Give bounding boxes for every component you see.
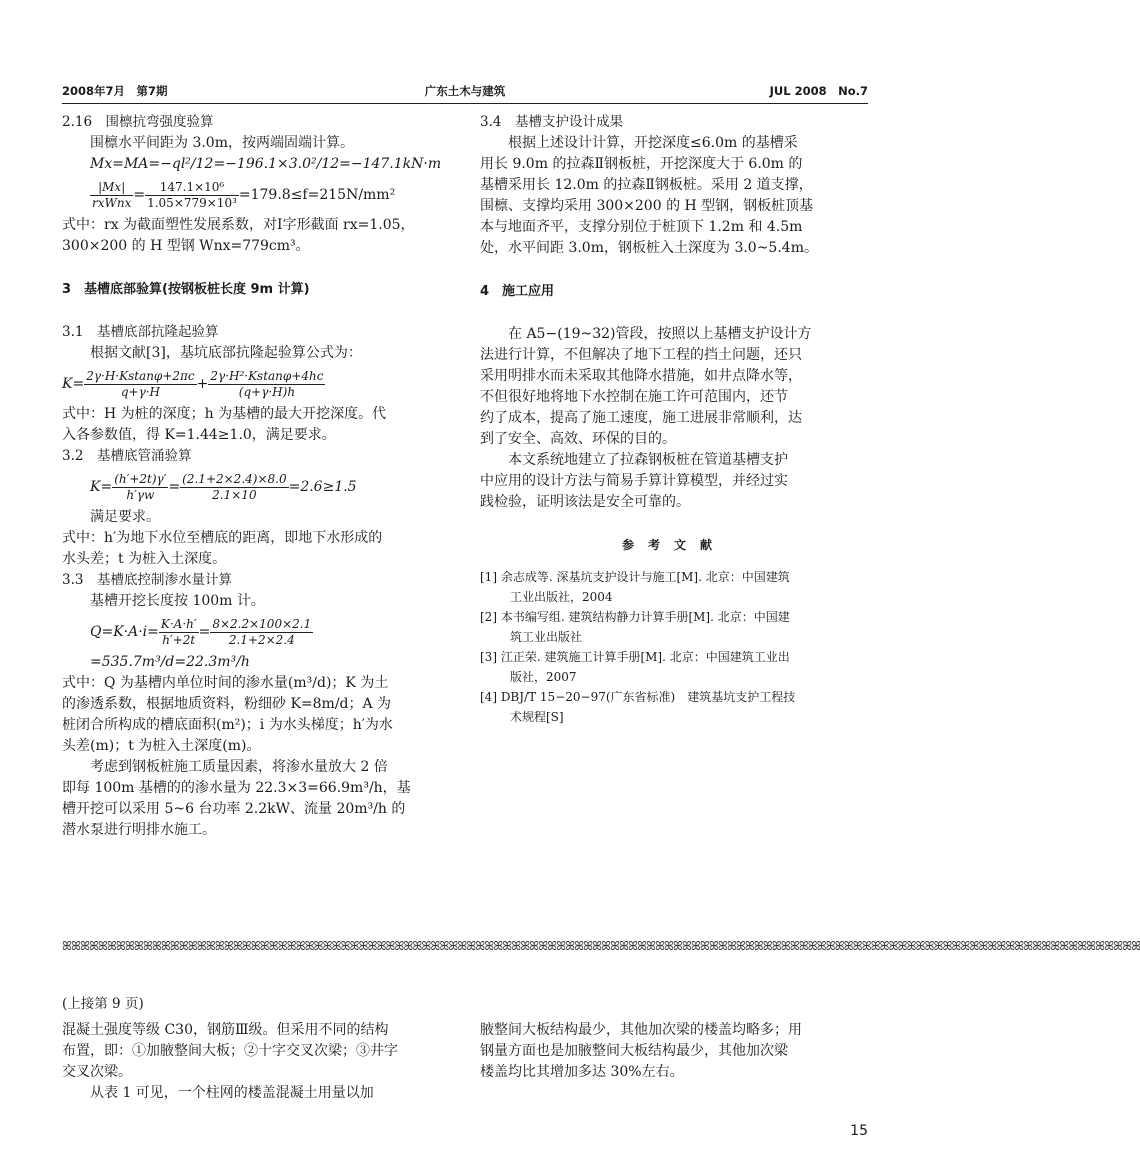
- equation: K= $\frac{(h'+2t)\gamma'}{h'\gamma w}$ = $\frac{(2.1+2\times 2.4)\times 8.0}{2.1\times 10}$ =2.6≥1.5: [90, 471, 357, 502]
- paragraph: 从表 1 可见，一个柱网的楼盖混凝土用量以加: [90, 1085, 374, 1101]
- fraction: $\frac{2\gamma\cdot H\cdot Kstan\varphi+2\pi c}{q+\gamma\cdot H}$: [86, 368, 195, 399]
- section-2-16-title: 2.16 围檩抗弯强度验算: [62, 114, 214, 130]
- note: 桩闭合所构成的槽底面积(m²)；i 为水头梯度；h′为水: [62, 717, 393, 733]
- paragraph: 采用明排水而未采取其他降水措施，如井点降水等，: [480, 368, 802, 384]
- reference-item: 版社，2007: [510, 670, 577, 684]
- section-3-title: 3 基槽底部验算(按钢板桩长度 9m 计算): [62, 282, 310, 297]
- paragraph: 践检验，证明该法是安全可靠的。: [480, 494, 690, 510]
- decorative-divider: ꕤꕤꕤꕤꕤꕤꕤꕤꕤꕤꕤꕤꕤꕤꕤꕤꕤꕤꕤꕤꕤꕤꕤꕤꕤꕤꕤꕤꕤꕤꕤꕤꕤꕤꕤꕤꕤꕤꕤꕤꕤꕤꕤꕤꕤꕤꕤꕤꕤꕤꕤꕤꕤꕤꕤꕤꕤꕤꕤꕤꕤꕤꕤꕤꕤꕤꕤꕤꕤꕤꕤꕤꕤꕤꕤꕤꕤꕤꕤꕤꕤꕤꕤꕤꕤꕤꕤꕤꕤꕤꕤꕤꕤꕤꕤꕤꕤꕤꕤꕤꕤꕤꕤꕤꕤꕤꕤꕤꕤꕤꕤꕤꕤꕤꕤꕤꕤꕤꕤꕤ: [62, 939, 1140, 953]
- section-4-title: 4 施工应用: [480, 284, 555, 299]
- note: 入各参数值，得 K=1.44≥1.0，满足要求。: [62, 427, 336, 443]
- reference-item: [3] 江正荣. 建筑施工计算手册[M]. 北京：中国建筑工业出: [480, 650, 790, 664]
- paragraph: 围檩水平间距为 3.0m，按两端固端计算。: [90, 135, 354, 151]
- continuation-right: [480, 1020, 868, 1083]
- paragraph: 根据上述设计计算，开挖深度≤6.0m 的基槽采: [508, 135, 798, 151]
- reference-item: 术规程[S]: [510, 710, 564, 724]
- paragraph: 在 A5−(19~32)管段，按照以上基槽支护设计方: [508, 326, 812, 342]
- equation: Q=K·A·i= $\frac{K\cdot A\cdot h'}{h'+2t}$ = $\frac{8\times 2.2\times 100\times 2.1}{2.1+2\times 2.4}$: [90, 616, 312, 647]
- paragraph: 到了安全、高效、环保的目的。: [480, 431, 676, 447]
- paragraph: 槽开挖可以采用 5~6 台功率 2.2kW、流量 20m³/h 的: [62, 801, 406, 817]
- left-column: [62, 112, 450, 841]
- note: 式中：Q 为基槽内单位时间的渗水量(m³/d)；K 为土: [62, 675, 389, 691]
- equation: =535.7m³/d=22.3m³/h: [90, 654, 250, 670]
- paragraph: 钢量方面也是加腋整间大板结构最少，其他加次梁: [480, 1043, 788, 1059]
- paragraph: 中应用的设计方法与简易手算计算模型，并经过实: [480, 473, 788, 489]
- equation: $\frac{|Mx|}{\text{rxWnx}}$ = $\frac{\text{147.1×10⁶}}{\text{1.05×779×10³}}$ =179.8≤f=215N/mm²: [92, 179, 396, 210]
- paragraph: 本文系统地建立了拉森钢板桩在管道基槽支护: [508, 452, 788, 468]
- paragraph: 楼盖均比其增加多达 30%左右。: [480, 1064, 684, 1080]
- fraction: $\frac{\text{2γ·H²·Kstanφ+4hc}}{(q+\gamma\cdot H)h}$: [210, 368, 324, 399]
- running-header: [62, 83, 868, 104]
- paragraph: 混凝土强度等级 C30，钢筋Ⅲ级。但采用不同的结构: [62, 1022, 389, 1038]
- fraction: $\frac{|Mx|}{\text{rxWnx}}$: [92, 179, 132, 210]
- references-title: 参考文献: [621, 538, 726, 552]
- paragraph: 基槽采用长 12.0m 的拉森Ⅱ钢板桩。采用 2 道支撑，: [480, 177, 813, 193]
- fraction: $\frac{(2.1+2\times 2.4)\times 8.0}{2.1\times 10}$: [182, 471, 287, 502]
- paragraph: 潜水泵进行明排水施工。: [62, 822, 216, 838]
- page-number: 15: [850, 1123, 868, 1139]
- equation: Mx=MA=−ql²/12=−196.1×3.0²/12=−147.1kN·m: [90, 156, 442, 172]
- paragraph: 交叉次梁。: [62, 1064, 132, 1080]
- fraction: $\frac{\text{147.1×10⁶}}{\text{1.05×779×10³}}$: [147, 179, 237, 210]
- note: 头差(m)；t 为桩入土深度(m)。: [62, 738, 261, 754]
- note: 的渗透系数，根据地质资料，粉细砂 K=8m/d；A 为: [62, 696, 392, 712]
- paragraph: 法进行计算，不但解决了地下工程的挡土问题，还只: [480, 347, 802, 363]
- reference-item: 筑工业出版社: [510, 630, 583, 644]
- note: 式中：H 为桩的深度；h 为基槽的最大开挖深度。代: [62, 406, 387, 422]
- note: 300×200 的 H 型钢 Wnx=779cm³。: [62, 238, 310, 254]
- paragraph: 处，水平间距 3.0m，钢板桩入土深度为 3.0~5.4m。: [480, 240, 818, 256]
- note: 水头差；t 为桩入土深度。: [62, 551, 227, 567]
- note: 式中：rx 为截面塑性发展系数，对I字形截面 rx=1.05，: [62, 217, 415, 233]
- fraction: $\frac{K\cdot A\cdot h'}{h'+2t}$: [160, 616, 197, 647]
- header-journal: 广东土木与建筑: [424, 84, 506, 98]
- fraction: $\frac{(h'+2t)\gamma'}{h'\gamma w}$: [114, 471, 167, 502]
- equation: K= $\frac{2\gamma\cdot H\cdot Kstan\varphi+2\pi c}{q+\gamma\cdot H}$ + $\frac{\text{2γ·H²·Kstanφ+4hc}}{(q+\gamma\cdot H)h}$: [62, 368, 324, 399]
- reference-item: 工业出版社，2004: [510, 590, 613, 604]
- paragraph: 腋整间大板结构最少，其他加次梁的楼盖均略多；用: [480, 1022, 802, 1038]
- paragraph: 围檩、支撑均采用 300×200 的 H 型钢，钢板桩顶基: [480, 198, 814, 214]
- header-issue: 2008年7月 第7期: [62, 84, 168, 98]
- header-issue-en: JUL 2008 No.7: [769, 84, 868, 98]
- section-3-3-title: 3.3 基槽底控制渗水量计算: [62, 572, 232, 588]
- paragraph: 本与地面齐平，支撑分别位于桩顶下 1.2m 和 4.5m: [480, 219, 803, 235]
- paragraph: 约了成本，提高了施工速度，施工进展非常顺利，达: [480, 410, 802, 426]
- reference-item: [1] 余志成等. 深基坑支护设计与施工[M]. 北京：中国建筑: [480, 570, 790, 584]
- paragraph: 基槽开挖长度按 100m 计。: [90, 593, 265, 609]
- paragraph: 用长 9.0m 的拉森Ⅱ钢板桩，开挖深度大于 6.0m 的: [480, 156, 803, 172]
- paragraph: 满足要求。: [90, 509, 160, 525]
- paragraph: 根据文献[3]，基坑底部抗隆起验算公式为：: [90, 345, 362, 361]
- paragraph: 布置，即：①加腋整间大板；②十字交叉次梁；③井字: [62, 1043, 398, 1059]
- fraction: $\frac{8\times 2.2\times 100\times 2.1}{2.1+2\times 2.4}$: [212, 616, 312, 647]
- section-3-4-title: 3.4 基槽支护设计成果: [480, 114, 623, 130]
- note: 式中：h′为地下水位至槽底的距离，即地下水形成的: [62, 530, 383, 546]
- continuation-left: [62, 1020, 450, 1104]
- paragraph: 不但很好地将地下水控制在施工许可范围内，还节: [480, 389, 788, 405]
- paragraph: 考虑到钢板桩施工质量因素，将渗水量放大 2 倍: [90, 759, 388, 775]
- right-column: [480, 112, 868, 727]
- reference-item: [2] 本书编写组. 建筑结构静力计算手册[M]. 北京：中国建: [480, 610, 790, 624]
- section-3-1-title: 3.1 基槽底部抗隆起验算: [62, 324, 219, 340]
- paragraph: 即每 100m 基槽的的渗水量为 22.3×3=66.9m³/h，基: [62, 780, 411, 796]
- reference-item: [4] DBJ/T 15−20−97(广东省标准) 建筑基坑支护工程技: [480, 690, 796, 704]
- continuation-title: (上接第 9 页): [62, 996, 144, 1012]
- section-3-2-title: 3.2 基槽底管涌验算: [62, 448, 192, 464]
